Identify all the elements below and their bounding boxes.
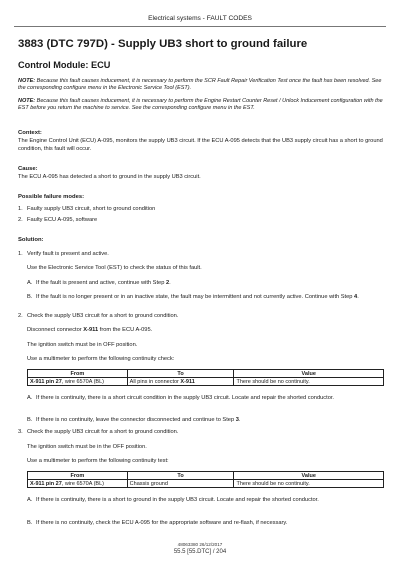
step-number: 2.: [18, 313, 23, 319]
option-text-part: .: [357, 294, 359, 300]
pin-id: X-911 pin 27: [30, 378, 62, 385]
step-reference: 2: [165, 280, 170, 286]
option-text: [36, 417, 384, 425]
disconnect-instruction: [27, 327, 384, 335]
ignition-instruction: The ignition switch must be in OFF position.: [27, 342, 138, 348]
step-number: 3.: [18, 429, 23, 435]
context-label: Context:: [18, 130, 42, 136]
instruction-part: from the ECU A-095.: [98, 327, 153, 333]
connector-id: X-911: [180, 378, 195, 385]
note-1-label: NOTE:: [18, 78, 36, 84]
option-text: [36, 294, 384, 302]
column-header-value: Value: [234, 472, 384, 480]
pin-id: X-911 pin 27: [30, 480, 62, 487]
table-row: [28, 480, 384, 488]
step-1-instruction: Use the Electronic Service Tool (EST) to check the status of this fault.: [27, 265, 202, 271]
option-text: If there is no continuity, check the ECU A-095 for the appropriate software and re-flash, if necessary.: [36, 520, 288, 526]
step-text: Verify fault is present and active.: [27, 251, 109, 257]
step-number: 1.: [18, 251, 23, 257]
column-header-value: Value: [234, 370, 384, 378]
option-letter: B.: [27, 417, 33, 423]
option-text-part: If there is no continuity, leave the connector disconnected and continue to Step: [36, 417, 236, 423]
step-reference: 4: [354, 294, 358, 300]
cell-from: [28, 480, 128, 488]
cell-to: Chassis ground: [127, 480, 234, 488]
cell-value: There should be no continuity.: [234, 480, 384, 488]
option-letter: A.: [27, 280, 33, 286]
cause-label: Cause:: [18, 166, 38, 172]
option-text-part: .: [238, 417, 241, 423]
continuity-table-1: [27, 369, 384, 386]
cell-text: All pins in connector: [129, 378, 181, 385]
list-number: 1.: [18, 206, 23, 212]
cell-to: [127, 378, 234, 386]
wire-id: , wire 6570A (BL): [61, 378, 104, 385]
ignition-instruction: The ignition switch must be in the OFF position.: [27, 444, 147, 450]
failure-modes-label: Possible failure modes:: [18, 194, 85, 200]
instruction-part: Disconnect connector: [27, 327, 84, 333]
note-2: [18, 98, 384, 113]
context-text: The Engine Control Unit (ECU) A-095, monitors the supply UB3 circuit. If the ECU A-095 detects that the UB3 supply circuit has a short to ground condition, this fault will occur.: [18, 138, 383, 152]
note-1: [18, 78, 384, 93]
step-text: Check the supply UB3 circuit for a short to ground condition.: [27, 429, 179, 435]
option-letter: A.: [27, 395, 33, 401]
control-module-heading: Control Module: ECU: [18, 60, 111, 70]
continuity-table-2: [27, 471, 384, 488]
cause-text: The ECU A-095 has detected a short to ground in the supply UB3 circuit.: [18, 174, 201, 180]
cell-from: [28, 378, 128, 386]
failure-mode-text: Faulty supply UB3 circuit, short to ground condition: [27, 206, 156, 212]
option-text: If there is continuity, there is a short circuit condition in the supply UB3 circuit. Locate and repair the shorted conductor.: [36, 395, 335, 401]
list-number: 2.: [18, 217, 23, 223]
document-id: 48063380 26/12/2017: [177, 542, 223, 547]
page-header: Electrical systems - FAULT CODES: [148, 15, 252, 22]
solution-label: Solution:: [18, 237, 44, 243]
table-header-row: [28, 370, 384, 378]
column-header-from: From: [28, 472, 128, 480]
option-text-part: If the fault is present and active, continue with Step: [36, 280, 166, 286]
step-reference: 3: [235, 417, 239, 423]
option-text-part: If the fault is no longer present or in an inactive state, the fault may be intermittent and not currently active. Continue with Step: [36, 294, 355, 300]
connector-id: X-911: [83, 327, 99, 333]
option-letter: A.: [27, 497, 33, 503]
failure-mode-text: Faulty ECU A-095, software: [27, 217, 98, 223]
option-text: [36, 280, 384, 288]
column-header-to: To: [127, 370, 234, 378]
note-2-label: NOTE:: [18, 98, 36, 104]
note-2-text: Because this fault causes inducement, it is necessary to perform the Engine Restart Counter Reset / Unlock Inducement configuration with the EST before you return the machine to service. See the corresponding configure menu in the EST.: [18, 98, 383, 112]
cell-value: There should be no continuity.: [234, 378, 384, 386]
option-text-part: .: [169, 280, 171, 286]
multimeter-instruction: Use a multimeter to perform the following continuity check:: [27, 356, 175, 362]
header-divider: [14, 26, 386, 27]
option-text: If there is continuity, there is a short to ground in the supply UB3 circuit. Locate and repair the shorted conductor.: [36, 497, 319, 503]
table-header-row: [28, 472, 384, 480]
table-row: [28, 378, 384, 386]
column-header-to: To: [127, 472, 234, 480]
option-letter: B.: [27, 294, 33, 300]
page-number: 55.5 [55.DTC] / 204: [173, 549, 227, 555]
step-text: Check the supply UB3 circuit for a short to ground condition.: [27, 313, 179, 319]
fault-title: 3883 (DTC 797D) - Supply UB3 short to ground failure: [18, 38, 308, 50]
note-1-text: Because this fault causes inducement, it is necessary to perform the SCR Fault Repair Verification Test once the fault has been resolved. See the corresponding configure menu in the Electronic Service Tool (EST).: [18, 78, 382, 92]
column-header-from: From: [28, 370, 128, 378]
multimeter-instruction: Use a multimeter to perform the following continuity test:: [27, 458, 169, 464]
wire-id: , wire 6570A (BL): [61, 480, 104, 487]
option-letter: B.: [27, 520, 33, 526]
